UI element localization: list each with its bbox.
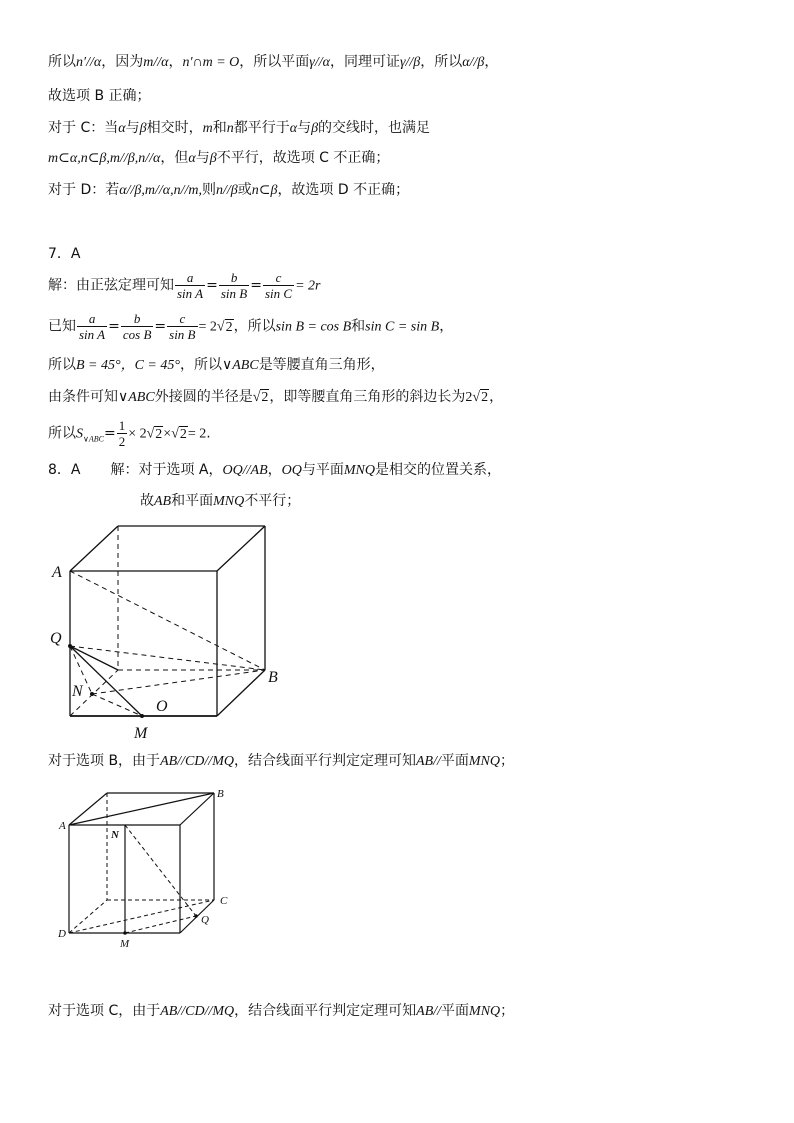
text: 和平面 (171, 493, 214, 509)
math: AB (415, 754, 434, 769)
math: n′∩m = O (182, 55, 240, 70)
point-n (90, 692, 94, 696)
text: ， (489, 389, 504, 405)
q7-line-4 (48, 387, 503, 408)
label-q: Q (201, 914, 209, 926)
math: β (209, 151, 217, 166)
text-line-5 (48, 180, 409, 201)
point-q (68, 644, 72, 648)
text-line-3 (48, 118, 430, 139)
line-qm (70, 646, 142, 716)
math: α//β (462, 55, 485, 70)
equals: = (250, 277, 262, 294)
hidden-edge (69, 900, 107, 933)
text: 都平行于 (233, 120, 290, 136)
math: α (289, 121, 298, 136)
line-mq (125, 916, 196, 933)
sqrt: √2 (146, 426, 163, 442)
edge (70, 526, 118, 571)
text: ； (500, 1003, 515, 1019)
math: OQ (222, 463, 243, 478)
math: MNQ (469, 1004, 501, 1019)
math: n//β (215, 183, 238, 198)
q7-line-1 (48, 270, 320, 301)
text: ，故选项 D 不正确； (277, 182, 410, 198)
text: ，所以 (420, 54, 463, 70)
text: 不平行； (244, 493, 301, 509)
text-line-1 (48, 52, 498, 73)
line-nb (92, 670, 265, 694)
text: 故 (140, 493, 154, 509)
math: AB (160, 1004, 178, 1019)
text: ，即等腰直角三角形的斜边长为 (269, 389, 466, 405)
math: α//β,m//α,n//m, (119, 183, 202, 198)
point-m (123, 931, 127, 935)
hidden-edge (70, 670, 118, 716)
q7-heading: 7．A (48, 246, 81, 262)
text: 所以 (48, 425, 76, 442)
math: AB (160, 754, 178, 769)
fraction: $\frac{1}{2}$ (118, 418, 126, 449)
text: 解：由正弦定理可知 (48, 277, 174, 294)
text: 的交线时，也满足 (318, 120, 431, 136)
point-q (194, 914, 198, 918)
text: ，所以 (233, 318, 276, 335)
fraction: $\frac{b}{\text{sin B}}$ (220, 270, 248, 301)
edge (180, 793, 214, 825)
sqrt: √2 (171, 426, 187, 442)
line-dc (69, 900, 214, 933)
math: // (204, 1004, 213, 1019)
label-c: C (220, 895, 228, 907)
subscript: ∨ABC (83, 434, 104, 444)
equals: = (108, 318, 120, 335)
fraction: $\frac{a}{\text{sin A}}$ (79, 311, 106, 342)
fraction: $\frac{c}{\text{sin C}}$ (264, 270, 293, 301)
line-ab (69, 793, 214, 825)
text: 与平面 (301, 462, 344, 478)
text: ， (439, 318, 454, 335)
math: m//α (143, 55, 169, 70)
math: AB (250, 463, 268, 478)
text: 所以 (48, 54, 76, 70)
math: MQ (212, 754, 234, 769)
text: 平面 (440, 753, 469, 769)
label-b: B (217, 788, 224, 800)
edge (217, 670, 265, 716)
math: α (118, 121, 126, 136)
text: 和 (212, 120, 227, 136)
fraction: $\frac{b}{\text{cos B}}$ (122, 311, 152, 342)
diagonal-ab (70, 571, 265, 670)
text: ； (499, 753, 514, 769)
text: 对于 D：若 (48, 182, 120, 198)
text: 不平行，故选项 C 不正确； (216, 150, 390, 166)
math: S (76, 426, 83, 442)
fraction: $\frac{a}{\text{sin A}}$ (177, 270, 204, 301)
equals: = (154, 318, 167, 335)
q7-line-3 (48, 355, 385, 376)
math: = 2 (187, 426, 207, 442)
math: // (433, 1004, 442, 1019)
text: 所以 (48, 357, 76, 373)
text: 则 (201, 182, 216, 198)
q8-line-1 (48, 460, 501, 481)
q7-line-2 (48, 311, 453, 342)
math: // (433, 754, 441, 769)
sqrt: √2 (216, 319, 233, 335)
q8-line-2 (140, 491, 300, 512)
text: 相交时， (146, 120, 203, 136)
text: ， (267, 462, 282, 478)
text: ，同理可证 (329, 54, 400, 70)
text: 与 (297, 120, 312, 136)
math: MNQ (468, 754, 500, 769)
equals: = (103, 425, 116, 442)
line-qb (70, 646, 265, 670)
edge (69, 793, 107, 825)
math: γ//α (309, 55, 330, 70)
label-q: Q (50, 630, 62, 647)
math: sin B = cos B (275, 319, 352, 335)
math: ∨ABC (118, 390, 155, 405)
math: × (163, 426, 172, 442)
text: 由条件可知 (48, 389, 118, 405)
math: = 2r (295, 278, 321, 294)
math: m (202, 121, 213, 136)
text: ，但 (160, 150, 189, 166)
text: ， (484, 54, 499, 70)
q7-line-5 (48, 418, 211, 449)
line-nm (92, 694, 142, 716)
q8-option-b (48, 751, 514, 772)
math: β (139, 121, 147, 136)
math: // (242, 463, 251, 478)
math: = 2 (198, 319, 217, 335)
edge (217, 526, 265, 571)
math: // (204, 754, 213, 769)
text: ，结合线面平行判定定理可知 (233, 753, 416, 769)
text: ，结合线面平行判定定理可知 (234, 1003, 417, 1019)
math: β (311, 121, 319, 136)
label-n: N (72, 683, 83, 700)
text: 平面 (441, 1003, 470, 1019)
math: n⊂β (251, 183, 278, 198)
equals: = (206, 277, 218, 294)
q8-option-c (48, 1001, 514, 1022)
label-m: M (120, 938, 130, 950)
math: m⊂α,n⊂β,m//β,n//α (48, 151, 161, 166)
math: 2 (465, 390, 473, 405)
line-qn (70, 646, 92, 694)
math: ∨ABC (221, 358, 259, 373)
math: // (177, 1004, 186, 1019)
math: MNQ (213, 494, 245, 509)
text: ，因为 (101, 54, 144, 70)
text: 已知 (48, 318, 76, 335)
text: 或 (237, 182, 252, 198)
math: CD (184, 754, 205, 769)
math: OQ (281, 463, 302, 478)
text-line-4 (48, 148, 389, 169)
text: 是等腰直角三角形， (258, 357, 385, 373)
math: AB (416, 1004, 434, 1019)
text: 对于选项 C，由于 (48, 1003, 161, 1019)
label-d: D (58, 928, 66, 940)
line-qo (70, 646, 118, 670)
text: ，所以平面 (239, 54, 310, 70)
math: α (188, 151, 196, 166)
math: MQ (212, 1004, 235, 1019)
text: 解：对于选项 A， (110, 462, 223, 478)
math: × 2 (128, 426, 147, 442)
math: B = 45°，C = 45° (76, 358, 180, 373)
math: sin C = sin B (365, 319, 440, 335)
point-m (140, 714, 144, 718)
line-nq (125, 825, 196, 916)
label-m: M (134, 725, 148, 742)
q8-heading: 8．A (48, 462, 81, 478)
edge (180, 900, 214, 933)
text: ， (168, 54, 183, 70)
label-a: A (52, 564, 62, 581)
text: ，所以 (179, 357, 222, 373)
text: 对于 C：当 (48, 120, 119, 136)
sqrt: √2 (252, 390, 269, 405)
text: 和 (351, 318, 366, 335)
text-line-2: 故选项 B 正确； (48, 88, 151, 104)
math: // (177, 754, 185, 769)
label-b: B (268, 669, 278, 686)
math: n (226, 121, 234, 136)
math: n′//α (76, 55, 102, 70)
text: 与 (195, 150, 210, 166)
math: MNQ (343, 463, 375, 478)
math: γ//β (399, 55, 421, 70)
math: CD (185, 1004, 205, 1019)
text: 是相交的位置关系， (375, 462, 501, 478)
sqrt: √2 (472, 390, 489, 405)
text: 外接圆的半径是 (154, 389, 253, 405)
text: . (206, 425, 211, 442)
math: AB (154, 494, 172, 509)
label-a: A (59, 820, 66, 832)
label-o: O (156, 698, 168, 715)
fraction: $\frac{c}{\text{sin B}}$ (169, 311, 196, 342)
text: 对于选项 B，由于 (48, 753, 161, 769)
label-n: N (111, 829, 119, 841)
text: 与 (125, 120, 140, 136)
